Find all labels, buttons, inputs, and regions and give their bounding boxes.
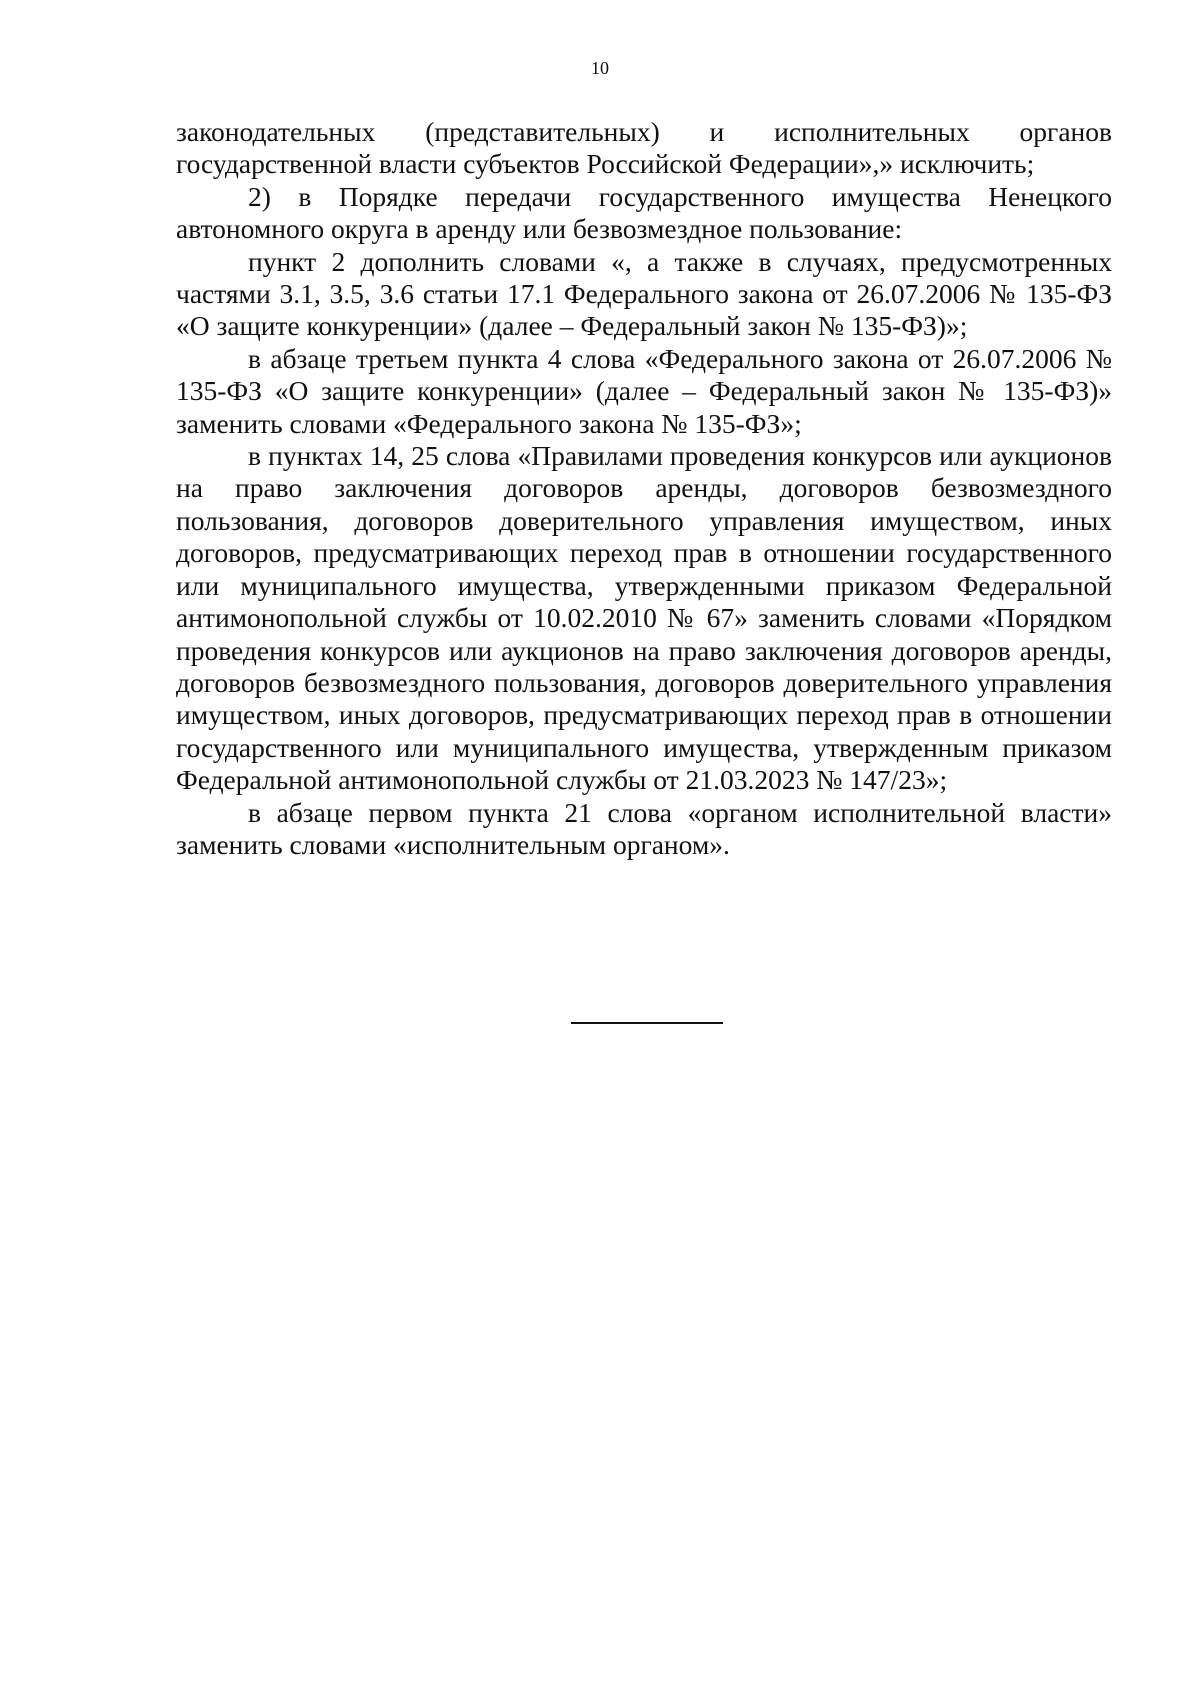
paragraph-point-21-amendment: в абзаце первом пункта 21 слова «органом исполнительной власти» заменить словами «исполнительным органом». bbox=[176, 796, 1112, 860]
paragraph-point-2-amendment: пункт 2 дополнить словами «, а также в случаях, предусмотренных частями 3.1, 3.5, 3.6 статьи 17.1 Федерального закона от 26.07.2006 № 135-ФЗ «О защите конкуренции» (далее – Федеральный закон № 135-ФЗ)»; bbox=[176, 245, 1112, 342]
document-body bbox=[176, 116, 1112, 861]
paragraph-point-4-amendment: в абзаце третьем пункта 4 слова «Федерального закона от 26.07.2006 № 135-ФЗ «О защите конкуренции» (далее – Федеральный закон № 135-ФЗ)» заменить словами «Федерального закона № 135-ФЗ»; bbox=[176, 342, 1112, 439]
page-number: 10 bbox=[591, 58, 609, 78]
end-of-text-rule bbox=[571, 1022, 723, 1024]
paragraph-continuation: законодательных (представительных) и исполнительных органов государственной власти субъектов Российской Федерации»,» исключить; bbox=[176, 116, 1112, 180]
paragraph-item-2: 2) в Порядке передачи государственного имущества Ненецкого автономного округа в аренду или безвозмездное пользование: bbox=[176, 180, 1112, 245]
paragraph-points-14-25-amendment: в пунктах 14, 25 слова «Правилами проведения конкурсов или аукционов на право заключения договоров аренды, договоров безвозмездного пользования, договоров доверительного управления имуществом, иных договоров, предусматривающих переход прав в отношении государственного или муниципального имущества, утвержденными приказом Федеральной антимонопольной службы от 10.02.2010 № 67» заменить словами «Порядком проведения конкурсов или аукционов на право заключения договоров аренды, договоров безвозмездного пользования, договоров доверительного управления имуществом, иных договоров, предусматривающих переход прав в отношении государственного или муниципального имущества, утвержденным приказом Федеральной антимонопольной службы от 21.03.2023 № 147/23»; bbox=[176, 440, 1112, 796]
